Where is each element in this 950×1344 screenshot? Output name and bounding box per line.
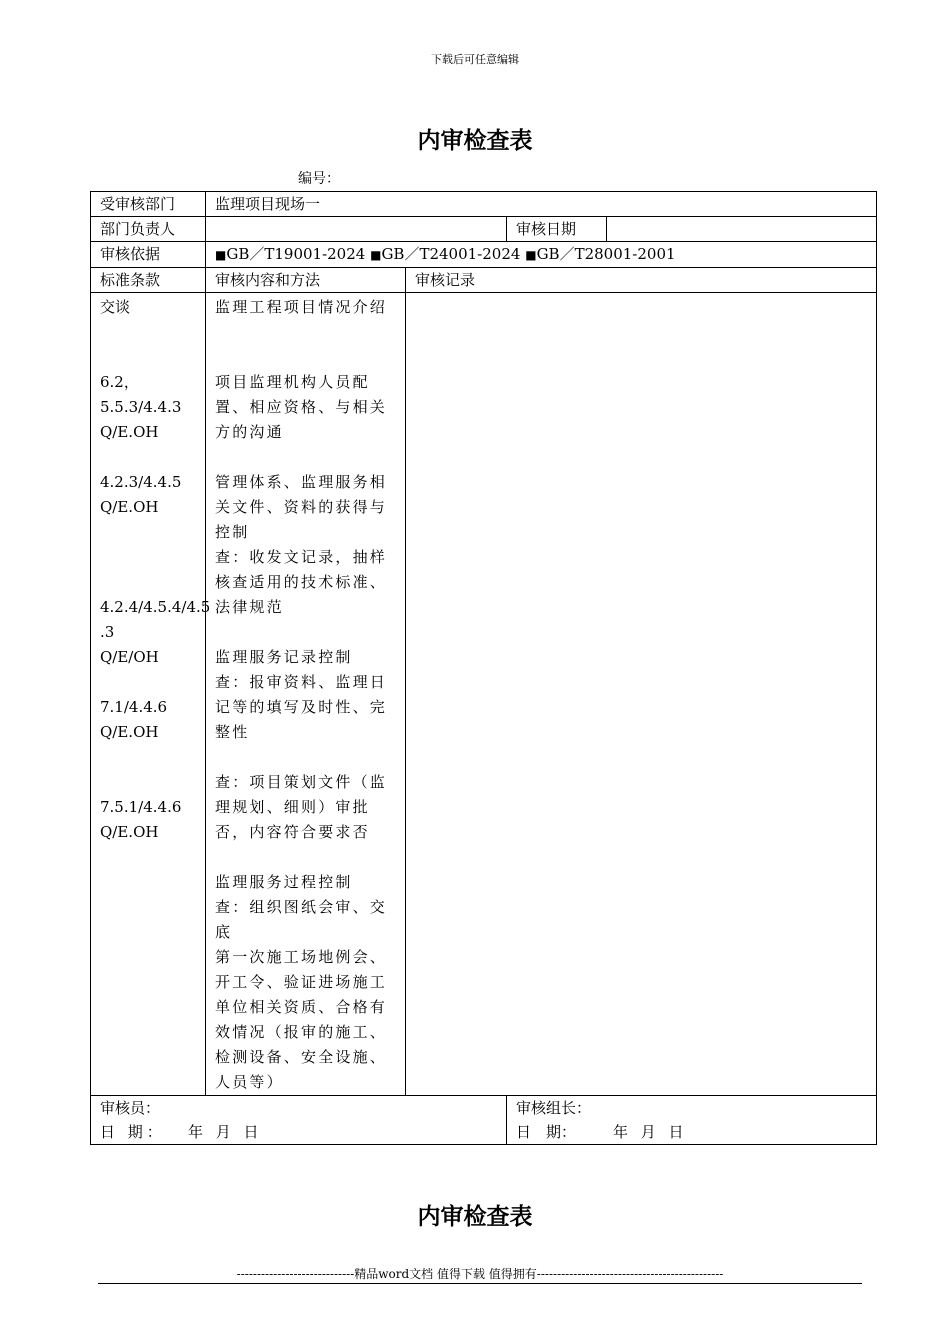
clause-line: [100, 320, 196, 345]
method-line: 管理体系、监理服务相: [215, 473, 388, 491]
clause-line: [100, 345, 196, 370]
method-line: 查：收发文记录，抽样: [215, 548, 388, 566]
row-signature: [91, 1096, 877, 1145]
method-line: 核查适用的技术标准、: [215, 573, 388, 591]
clause-line: 7.5.1/4.4.6: [100, 798, 182, 816]
method-line: 项目监理机构人员配: [215, 373, 370, 391]
clause-line: Q/E.OH: [100, 723, 159, 741]
leader-signature-cell: [507, 1096, 877, 1145]
audit-date-value-cell: [607, 217, 877, 242]
head-value-cell: [206, 217, 507, 242]
head-label: 部门负责人: [91, 217, 206, 242]
footer-rule: [98, 1283, 862, 1284]
method-line: 人员等）: [215, 1073, 284, 1091]
method-line: 底: [215, 923, 233, 941]
clause-line: 4.2.3/4.4.5: [100, 473, 182, 491]
clause-line: [100, 445, 196, 470]
auditor-signature-cell: [91, 1096, 507, 1145]
clause-line: 4.2.4/4.5.4/4.5: [100, 598, 211, 616]
method-line: 效情况（报审的施工、: [215, 1023, 388, 1041]
second-page-title: 内审检查表: [417, 1203, 533, 1230]
method-line: 监理工程项目情况介绍: [215, 298, 388, 316]
row-audit-body: [91, 293, 877, 1096]
method-line: 检测设备、安全设施、: [215, 1048, 388, 1066]
clause-line: 7.1/4.4.6: [100, 698, 168, 716]
row-audited-department: [91, 192, 877, 217]
method-line: 第一次施工场地例会、: [215, 948, 388, 966]
method-line: 整性: [215, 723, 250, 741]
method-line: 监理服务记录控制: [215, 648, 353, 666]
clause-cell: [91, 293, 211, 1096]
clause-line: 5.5.3/4.4.3: [100, 398, 182, 416]
row-column-headers: [91, 268, 877, 293]
dept-label: 受审核部门: [91, 192, 206, 217]
top-note: 下载后可任意编辑: [431, 53, 519, 66]
checked-square-icon: ■: [370, 248, 382, 262]
method-line: 记等的填写及时性、完: [215, 698, 388, 716]
page-title: 内审检查表: [417, 127, 533, 154]
method-line: 否，内容符合要求否: [215, 823, 370, 841]
leader-date-label: 日 期：: [516, 1123, 577, 1141]
basis-item: GB／T28001-2001: [536, 245, 676, 263]
auditor-date-label: 日 期：: [100, 1123, 166, 1141]
method-line: 法律规范: [215, 598, 284, 616]
method-line: [215, 320, 396, 345]
method-line: [215, 345, 396, 370]
clause-line: Q/E.OH: [100, 823, 159, 841]
record-cell: [406, 293, 877, 1096]
method-line: 查：报审资料、监理日: [215, 673, 388, 691]
clause-line: .3: [100, 623, 115, 641]
leader-date-fill: 年 月 日: [613, 1123, 688, 1141]
method-line: [215, 845, 396, 870]
basis-item: GB／T19001-2024: [226, 245, 366, 263]
basis-item: GB／T24001-2024: [381, 245, 521, 263]
method-line: 控制: [215, 523, 250, 541]
method-line: [215, 745, 396, 770]
method-line: 查：项目策划文件（监: [215, 773, 388, 791]
method-line: [215, 445, 396, 470]
method-line: 方的沟通: [215, 423, 284, 441]
checked-square-icon: ■: [215, 248, 227, 262]
method-line: [215, 620, 396, 645]
method-line: 监理服务过程控制: [215, 873, 353, 891]
clause-line: 6.2，: [100, 373, 139, 391]
audit-date-label: 审核日期: [507, 217, 607, 242]
checked-square-icon: ■: [525, 248, 537, 262]
clause-line: 交谈: [100, 298, 131, 316]
clause-line: Q/E.OH: [100, 423, 159, 441]
method-line: 关文件、资料的获得与: [215, 498, 388, 516]
method-cell: [206, 293, 406, 1096]
method-line: 理规划、细则）审批: [215, 798, 370, 816]
clause-line: [100, 770, 196, 795]
auditor-date-fill: 年 月 日: [188, 1123, 263, 1141]
method-line: 开工令、验证进场施工: [215, 973, 388, 991]
leader-label: 审核组长：: [516, 1099, 592, 1117]
column-header-record: 审核记录: [406, 268, 877, 293]
dept-value: 监理项目现场一: [206, 192, 877, 217]
column-header-clause: 标准条款: [91, 268, 206, 293]
method-list: [215, 295, 396, 1095]
method-line: 置、相应资格、与相关: [215, 398, 388, 416]
audit-checklist-table: [90, 191, 877, 1145]
clause-line: [100, 570, 196, 595]
clause-line: Q/E/OH: [100, 648, 159, 666]
auditor-label: 审核员：: [100, 1099, 161, 1117]
row-department-head: [91, 217, 877, 242]
method-line: 查：组织图纸会审、交: [215, 898, 388, 916]
row-audit-basis: [91, 242, 877, 268]
basis-label: 审核依据: [91, 242, 206, 268]
clause-list: [100, 295, 211, 845]
clause-line: [100, 670, 196, 695]
column-header-method: 审核内容和方法: [206, 268, 406, 293]
method-line: 单位相关资质、合格有: [215, 998, 388, 1016]
footer-text: -----------------------------精品word文档 值得下载 值得拥有----------------------------------------------: [236, 1267, 724, 1281]
clause-line: [100, 745, 196, 770]
basis-value: [206, 242, 877, 268]
clause-line: Q/E.OH: [100, 498, 159, 516]
clause-line: [100, 520, 196, 545]
document-number-label: 编号：: [298, 171, 340, 187]
clause-line: [100, 545, 196, 570]
